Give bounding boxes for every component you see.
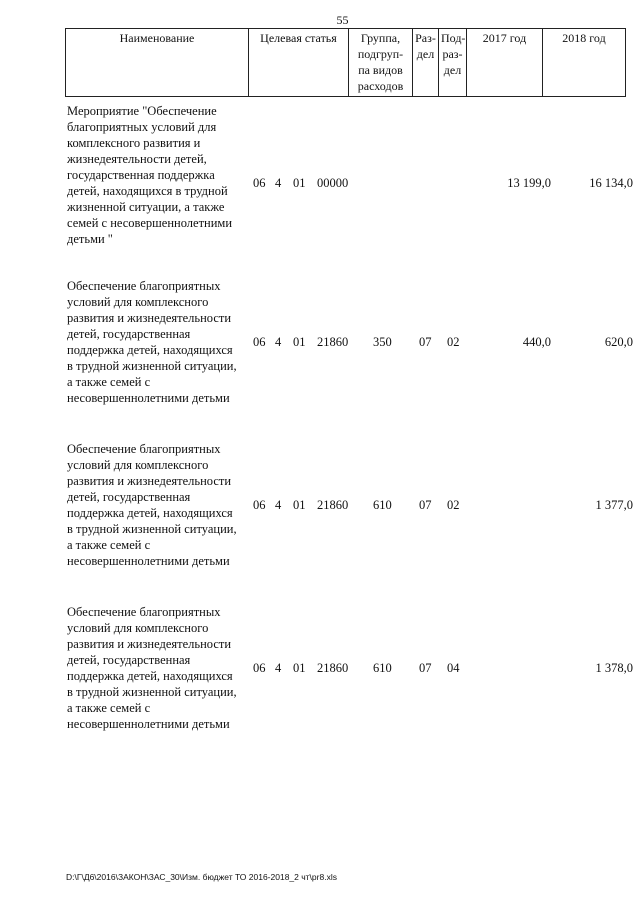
target-code-program: 06 bbox=[253, 176, 266, 190]
target-code-main-event: 01 bbox=[293, 176, 306, 190]
row-name: Мероприятие "Обеспечение благоприятных условий для комплексного развития и жизнедеятельности детей, государственная поддержка детей, находящихся в трудной жизненной ситуации, а также семей с несовершеннолетними детьми " bbox=[67, 104, 233, 246]
target-code-direction: 21860 bbox=[317, 661, 349, 675]
target-code-direction: 00000 bbox=[317, 176, 349, 190]
row-name: Обеспечение благоприятных условий для комплексного развития и жизнедеятельности детей, государственная поддержка детей, находящихся в трудной жизненной ситуации, а также семей с несовершеннолетними детьми bbox=[67, 442, 237, 568]
target-code-program: 06 bbox=[253, 661, 266, 675]
header-name: Наименование bbox=[66, 29, 249, 97]
amount-2018: 16 134,0 bbox=[589, 176, 633, 190]
amount-2018: 620,0 bbox=[604, 335, 633, 349]
subsection-code: 04 bbox=[447, 661, 460, 675]
target-code-main-event: 01 bbox=[293, 661, 306, 675]
header-target: Целевая статья bbox=[249, 29, 349, 97]
subsection-code: 02 bbox=[447, 498, 460, 512]
header-2017: 2017 год bbox=[467, 29, 543, 97]
amount-2018: 1 377,0 bbox=[595, 498, 633, 512]
table-header bbox=[65, 28, 626, 97]
target-code-subprogram: 4 bbox=[275, 176, 282, 190]
section-code: 07 bbox=[419, 661, 432, 675]
header-section: Раз- дел bbox=[413, 29, 439, 97]
subsection-code: 02 bbox=[447, 335, 460, 349]
header-group: Группа, подгруп- па видов расходов bbox=[349, 29, 413, 97]
target-code-direction: 21860 bbox=[317, 498, 349, 512]
target-code-direction: 21860 bbox=[317, 335, 349, 349]
row-name: Обеспечение благоприятных условий для комплексного развития и жизнедеятельности детей, государственная поддержка детей, находящихся в трудной жизненной ситуации, а также семей с несовершеннолетними детьми bbox=[67, 605, 237, 731]
amount-2018: 1 378,0 bbox=[595, 661, 633, 675]
target-code-subprogram: 4 bbox=[275, 335, 282, 349]
file-path-footer: D:\Г\Д6\2016\ЗАКОН\ЗАС_30\Изм. бюджет ТО 2016-2018_2 чт\pr8.xls bbox=[66, 872, 337, 882]
row-name: Обеспечение благоприятных условий для комплексного развития и жизнедеятельности детей, государственная поддержка детей, находящихся в трудной жизненной ситуации, а также семей с несовершеннолетними детьми bbox=[67, 279, 237, 405]
target-code-main-event: 01 bbox=[293, 498, 306, 512]
amount-2017: 13 199,0 bbox=[507, 176, 551, 190]
target-code-program: 06 bbox=[253, 335, 266, 349]
expense-group: 610 bbox=[373, 498, 392, 512]
target-code-program: 06 bbox=[253, 498, 266, 512]
expense-group: 350 bbox=[373, 335, 392, 349]
header-2018: 2018 год bbox=[543, 29, 626, 97]
target-code-subprogram: 4 bbox=[275, 661, 282, 675]
section-code: 07 bbox=[419, 335, 432, 349]
page-number: 55 bbox=[336, 13, 349, 27]
expense-group: 610 bbox=[373, 661, 392, 675]
header-subsection: Под- раз- дел bbox=[439, 29, 467, 97]
amount-2017: 440,0 bbox=[522, 335, 551, 349]
target-code-main-event: 01 bbox=[293, 335, 306, 349]
section-code: 07 bbox=[419, 498, 432, 512]
target-code-subprogram: 4 bbox=[275, 498, 282, 512]
